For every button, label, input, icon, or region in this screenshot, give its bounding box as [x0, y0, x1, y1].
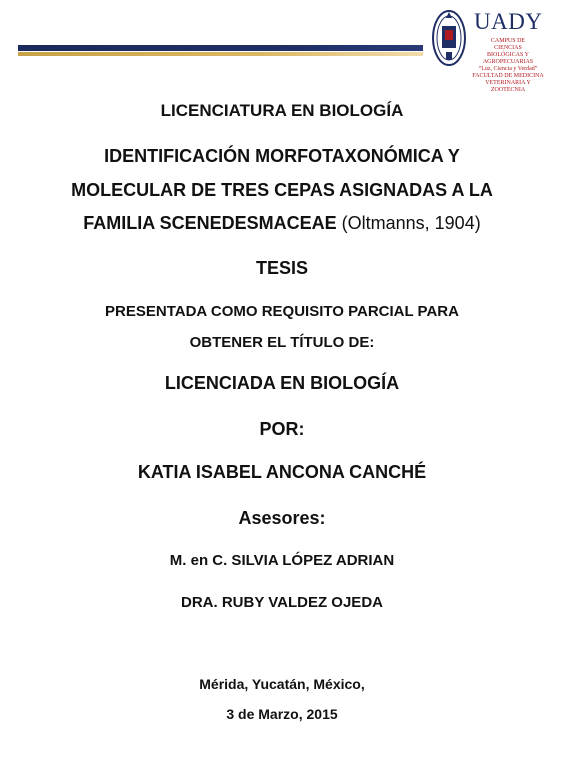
campus-line: AGROPECUARIAS: [482, 59, 534, 65]
faculty-line: FACULTAD DE MEDICINA: [472, 73, 544, 79]
campus-info: [468, 38, 548, 94]
by-label: POR:: [259, 419, 305, 439]
document-type: TESIS: [255, 258, 308, 278]
advisor-1: M. en C. SILVIA LÓPEZ ADRIAN: [169, 552, 395, 569]
advisors-label: Asesores:: [238, 508, 326, 528]
campus-line: CAMPUS DE: [490, 38, 526, 44]
thesis-title-line-2: MOLECULAR DE TRES CEPAS ASIGNADAS A LA: [71, 180, 493, 200]
header-rule-gold: [18, 52, 423, 56]
header-rule-navy: [18, 45, 423, 51]
degree-title: LICENCIADA EN BIOLOGÍA: [164, 373, 400, 393]
university-seal-icon: [430, 8, 468, 70]
campus-line: CIENCIAS: [494, 45, 522, 51]
degree-program: LICENCIATURA EN BIOLOGÍA: [160, 101, 404, 120]
presented-line-1: PRESENTADA COMO REQUISITO PARCIAL PARA: [105, 303, 459, 320]
author-name: KATIA ISABEL ANCONA CANCHÉ: [137, 462, 427, 482]
family-name: FAMILIA SCENEDESMACEAE: [83, 213, 337, 233]
presented-line-2: OBTENER EL TÍTULO DE:: [189, 334, 375, 351]
university-brand: UADY: [474, 9, 543, 34]
date: 3 de Marzo, 2015: [226, 706, 338, 722]
faculty-line: VETERINARIA Y ZOOTECNIA: [485, 80, 531, 93]
advisor-2: DRA. RUBY VALDEZ OJEDA: [181, 594, 383, 611]
campus-line: BIOLÓGICAS Y: [487, 52, 529, 58]
thesis-title-line-3: [0, 213, 564, 234]
author-citation: (Oltmanns, 1904): [336, 213, 481, 233]
motto: “Luz, Ciencia y Verdad”: [478, 66, 538, 72]
thesis-title-line-1: IDENTIFICACIÓN MORFOTAXONÓMICA Y: [104, 146, 460, 166]
place: Mérida, Yucatán, México,: [199, 676, 365, 692]
page-header: [0, 0, 564, 100]
